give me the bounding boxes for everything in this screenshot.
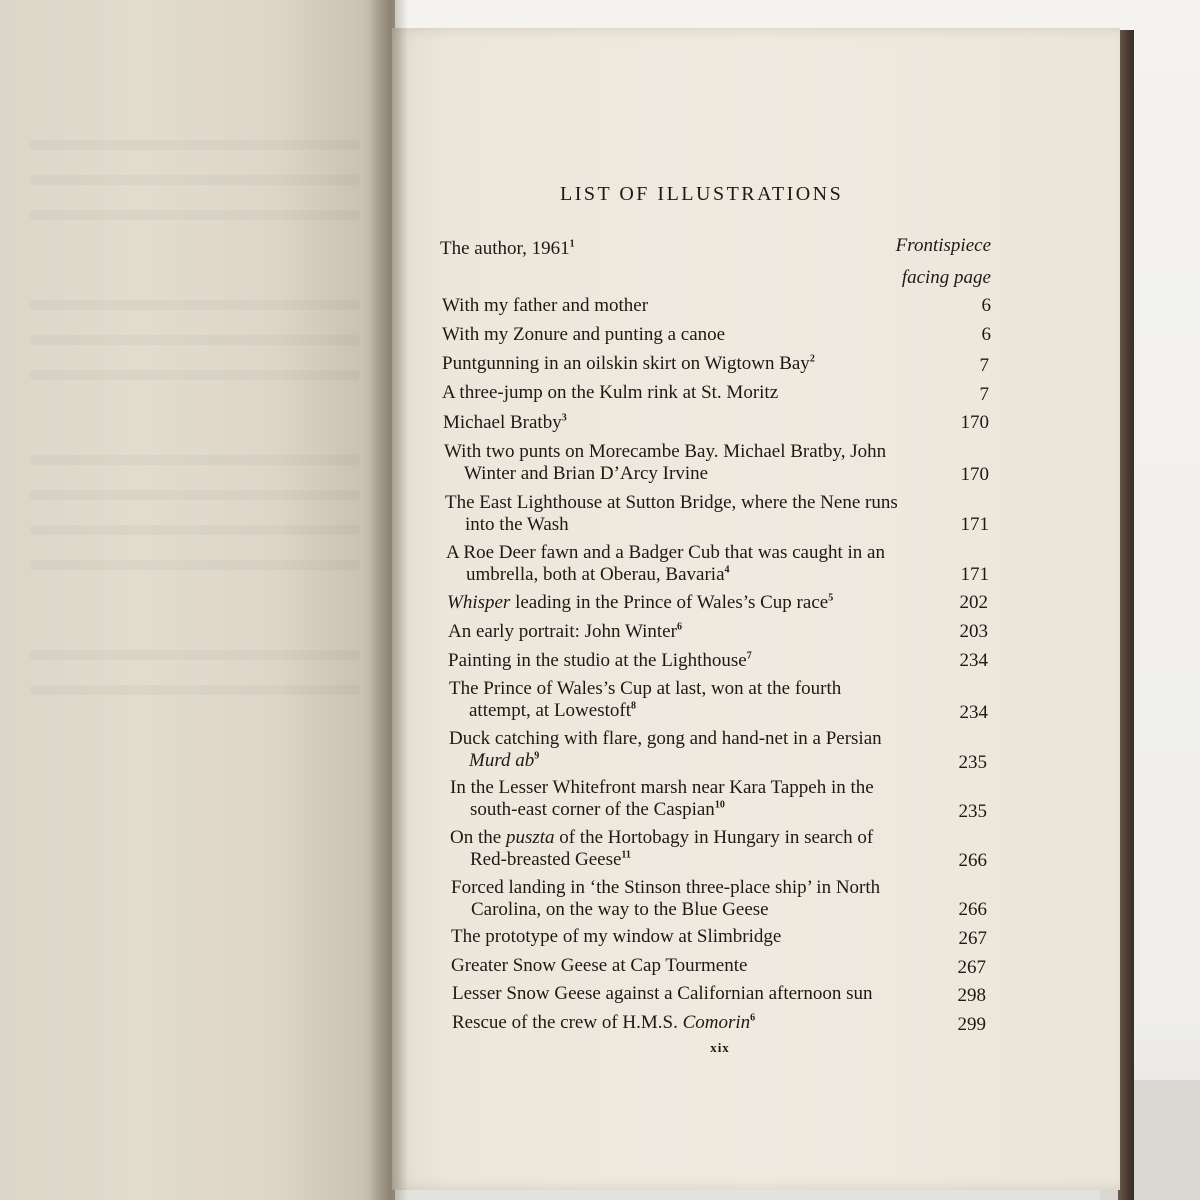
caption-text: The East Lighthouse at Sutton Bridge, where the Nene runs — [445, 492, 898, 513]
footnote-marker: 7 — [746, 650, 752, 662]
frontispiece-label: Frontispiece — [895, 235, 991, 256]
caption-text: of the Hortobagy in Hungary in search of — [554, 827, 874, 848]
italic-title: Whisper — [447, 592, 511, 613]
entry-caption-line — [444, 463, 886, 485]
caption-text: Rescue of the crew of H.M.S. — [452, 1012, 683, 1033]
caption-text: A Roe Deer fawn and a Badger Cub that was caught in an — [446, 542, 885, 563]
caption-text: On the — [450, 827, 506, 848]
list-item — [447, 592, 833, 614]
entry-caption-line — [451, 955, 747, 977]
entry-caption-line — [451, 899, 880, 921]
italic-title: Murd ab — [469, 750, 535, 771]
footnote-marker: 5 — [828, 592, 834, 604]
entry-caption-line — [443, 412, 567, 434]
page-number: 299 — [957, 1014, 986, 1035]
list-item — [444, 441, 886, 485]
list-item — [448, 621, 682, 643]
caption-text: Lesser Snow Geese against a Californian afternoon sun — [452, 983, 873, 1004]
caption-text: With my Zonure and punting a canoe — [442, 324, 726, 345]
page-number: 235 — [958, 801, 987, 822]
caption-text: Michael Bratby — [443, 412, 562, 433]
entry-caption-line — [442, 295, 648, 317]
entry-caption-line — [452, 1012, 755, 1034]
italic-title: puszta — [505, 827, 555, 848]
caption-text: A three-jump on the Kulm rink at St. Moritz — [442, 382, 779, 403]
footnote-marker: 3 — [561, 412, 567, 424]
entry-caption-line — [442, 353, 815, 375]
entry-caption-line — [451, 926, 781, 948]
caption-text: Forced landing in ‘the Stinson three-place ship’ in North — [451, 877, 881, 898]
caption-text: In the Lesser Whitefront marsh near Kara Tappeh in the — [450, 777, 874, 798]
page-number: 202 — [959, 592, 988, 613]
caption-text: leading in the Prince of Wales’s Cup race — [510, 592, 829, 613]
column-header: facing page — [901, 267, 991, 288]
footnote-marker: 9 — [534, 750, 540, 762]
list-item — [451, 955, 747, 977]
list-item — [442, 353, 815, 375]
entry-caption-line — [442, 382, 778, 404]
page-number: 7 — [979, 384, 989, 405]
list-item — [452, 1012, 755, 1034]
entry-caption-line — [452, 983, 873, 1005]
entry-caption-line — [448, 621, 682, 643]
caption-text: Winter and Brian D’Arcy Irvine — [464, 463, 709, 484]
page-number: 266 — [958, 850, 987, 871]
caption-text: With my father and mother — [442, 295, 649, 316]
caption-text: The Prince of Wales’s Cup at last, won at the fourth — [449, 678, 842, 699]
page-number: 234 — [959, 650, 988, 671]
list-item — [450, 777, 874, 821]
caption-text: umbrella, both at Oberau, Bavaria — [466, 564, 725, 585]
footnote-marker: 8 — [630, 700, 636, 712]
list-item — [450, 827, 873, 871]
list-item — [448, 650, 752, 672]
entry-caption-line — [451, 877, 880, 899]
entry-caption-line — [444, 441, 886, 463]
page-number: 171 — [960, 514, 989, 535]
page-number: 234 — [959, 702, 988, 723]
entry-caption-line — [450, 849, 873, 871]
page-folio: xix — [710, 1040, 730, 1055]
footnote-marker: 2 — [809, 353, 815, 365]
list-item — [443, 412, 567, 434]
frontispiece-entry — [440, 238, 575, 260]
page-number: 171 — [960, 564, 989, 585]
entry-caption-line — [442, 324, 725, 346]
caption-text: attempt, at Lowestoft — [469, 700, 631, 721]
caption-text: The prototype of my window at Slimbridge — [451, 926, 782, 947]
caption-text: Carolina, on the way to the Blue Geese — [471, 899, 769, 920]
list-item — [442, 295, 648, 317]
page-title: LIST OF ILLUSTRATIONS — [560, 183, 844, 205]
footnote-marker: 6 — [750, 1012, 756, 1024]
list-item — [451, 926, 781, 948]
caption-text: Puntgunning in an oilskin skirt on Wigtown Bay — [442, 353, 810, 374]
list-item — [451, 877, 880, 921]
page-number: 170 — [960, 412, 989, 433]
entry-caption-line — [450, 827, 873, 849]
frontispiece-caption: The author, 1961 — [440, 238, 570, 259]
page-number: 235 — [958, 752, 987, 773]
page-number: 203 — [959, 621, 988, 642]
caption-text: south-east corner of the Caspian — [470, 799, 715, 820]
list-item — [442, 382, 778, 404]
footnote-marker: 10 — [714, 799, 725, 811]
entry-caption-line — [450, 777, 874, 799]
caption-text: Greater Snow Geese at Cap Tourmente — [451, 955, 748, 976]
entry-caption-line — [445, 514, 898, 536]
list-item — [449, 678, 841, 722]
caption-text: Painting in the studio at the Lighthouse — [448, 650, 747, 671]
italic-title: Comorin — [682, 1012, 751, 1033]
entry-caption-line — [449, 728, 882, 750]
page-number: 267 — [957, 957, 986, 978]
list-item — [446, 542, 885, 586]
list-item — [445, 492, 898, 536]
page-number: 170 — [960, 464, 989, 485]
entry-caption-line — [449, 700, 841, 722]
entry-caption-line — [446, 542, 885, 564]
page-number: 6 — [981, 324, 991, 345]
list-item — [442, 324, 725, 346]
page-number: 266 — [958, 899, 987, 920]
entry-caption-line — [449, 750, 882, 772]
page-number: 298 — [957, 985, 986, 1006]
entry-caption-line — [445, 492, 898, 514]
entry-caption-line — [446, 564, 885, 586]
page-number: 7 — [979, 355, 989, 376]
entry-caption-line — [447, 592, 833, 614]
footnote-marker: 6 — [676, 621, 682, 633]
caption-text: With two punts on Morecambe Bay. Michael Bratby, John — [444, 441, 887, 462]
page-number: 267 — [958, 928, 987, 949]
entry-caption-line — [449, 678, 841, 700]
list-item — [452, 983, 873, 1005]
caption-text: Duck catching with flare, gong and hand-net in a Persian — [449, 728, 882, 749]
entry-caption-line — [450, 799, 874, 821]
footnote-marker: 4 — [724, 564, 730, 576]
caption-text: into the Wash — [465, 514, 569, 535]
footnote-marker: 11 — [621, 849, 631, 861]
list-item — [449, 728, 882, 772]
caption-text: An early portrait: John Winter — [448, 621, 677, 642]
entry-caption-line — [448, 650, 752, 672]
caption-text: Red-breasted Geese — [470, 849, 622, 870]
footnote-marker: 1 — [569, 238, 575, 250]
page-number: 6 — [981, 295, 991, 316]
